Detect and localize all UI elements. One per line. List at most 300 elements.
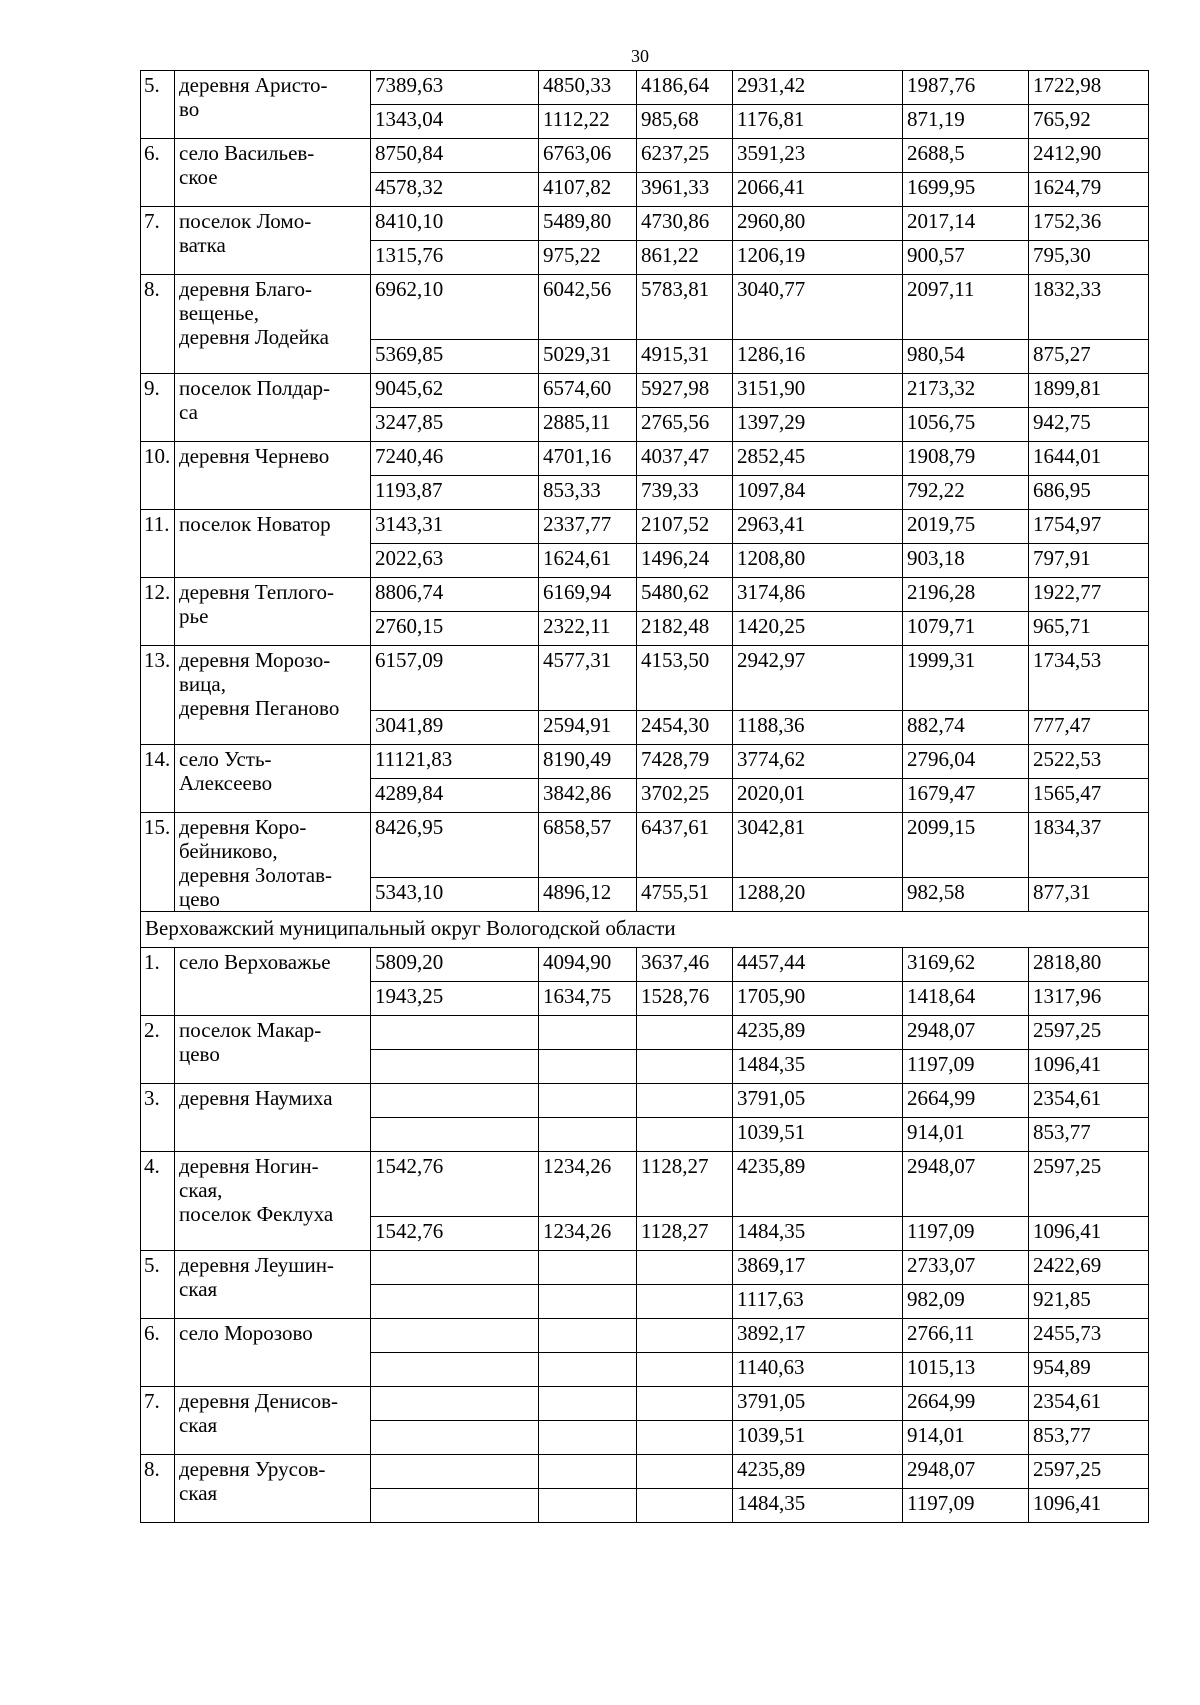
tariff-value-cell: 6437,61 <box>637 813 733 878</box>
settlement-name-line: поселок Новатор <box>179 512 331 536</box>
tariff-value-cell: 1899,81 <box>1029 374 1149 408</box>
tariff-value-cell: 2852,45 <box>733 442 903 476</box>
row-number: 5. <box>141 1251 175 1319</box>
table-row <box>141 374 1149 408</box>
tariff-value-cell: 2688,5 <box>903 139 1029 173</box>
tariff-value-cell: 921,85 <box>1029 1285 1149 1319</box>
tariff-value-cell: 3169,62 <box>903 948 1029 982</box>
tariff-value-cell: 2948,07 <box>903 1016 1029 1050</box>
tariff-value-cell <box>637 1353 733 1387</box>
tariff-value-cell: 2354,61 <box>1029 1084 1149 1118</box>
tariff-value-cell: 792,22 <box>903 476 1029 510</box>
tariff-value-cell: 1420,25 <box>733 612 903 646</box>
tariff-value-cell: 1832,33 <box>1029 275 1149 340</box>
tariff-value-cell: 8410,10 <box>371 207 539 241</box>
tariff-value-cell <box>539 1285 637 1319</box>
tariff-value-cell: 1193,87 <box>371 476 539 510</box>
tariff-value-cell: 1234,26 <box>539 1217 637 1251</box>
table-row <box>141 442 1149 476</box>
tariff-value-cell <box>539 1118 637 1152</box>
tariff-table <box>140 70 1149 1523</box>
tariff-value-cell: 2597,25 <box>1029 1016 1149 1050</box>
settlement-name-line: вещенье, <box>179 301 259 325</box>
settlement-name-line: поселок Макар- <box>179 1018 322 1042</box>
tariff-value-cell: 3842,86 <box>539 779 637 813</box>
tariff-value-cell: 914,01 <box>903 1421 1029 1455</box>
tariff-value-cell: 7389,63 <box>371 71 539 105</box>
tariff-value-cell: 2066,41 <box>733 173 903 207</box>
tariff-value-cell <box>371 1016 539 1050</box>
settlement-name-line: поселок Ломо- <box>179 209 312 233</box>
tariff-value-cell: 3174,86 <box>733 578 903 612</box>
tariff-value-cell: 739,33 <box>637 476 733 510</box>
tariff-value-cell <box>539 1050 637 1084</box>
tariff-value-cell: 1734,53 <box>1029 646 1149 711</box>
tariff-value-cell: 797,91 <box>1029 544 1149 578</box>
tariff-value-cell: 1056,75 <box>903 408 1029 442</box>
tariff-value-cell: 1079,71 <box>903 612 1029 646</box>
settlement-name-line: ская <box>179 1481 218 1505</box>
tariff-value-cell: 1039,51 <box>733 1421 903 1455</box>
tariff-value-cell <box>539 1084 637 1118</box>
tariff-value-cell: 985,68 <box>637 105 733 139</box>
tariff-value-cell: 4235,89 <box>733 1455 903 1489</box>
tariff-value-cell: 1699,95 <box>903 173 1029 207</box>
tariff-value-cell: 1197,09 <box>903 1050 1029 1084</box>
settlement-name-line: деревня Благо- <box>179 277 313 301</box>
row-number: 2. <box>141 1016 175 1084</box>
settlement-name-line: ская <box>179 1277 218 1301</box>
tariff-value-cell: 2885,11 <box>539 408 637 442</box>
tariff-value-cell: 2963,41 <box>733 510 903 544</box>
tariff-value-cell: 1484,35 <box>733 1050 903 1084</box>
tariff-value-cell: 900,57 <box>903 241 1029 275</box>
tariff-value-cell: 5029,31 <box>539 340 637 374</box>
tariff-value-cell: 1343,04 <box>371 105 539 139</box>
settlement-name-line: рье <box>179 604 209 628</box>
tariff-value-cell: 4755,51 <box>637 878 733 912</box>
tariff-value-cell <box>371 1319 539 1353</box>
tariff-value-cell: 4578,32 <box>371 173 539 207</box>
settlement-name-line: во <box>179 97 200 121</box>
tariff-value-cell: 3151,90 <box>733 374 903 408</box>
tariff-value-cell: 1987,76 <box>903 71 1029 105</box>
tariff-value-cell: 2322,11 <box>539 612 637 646</box>
tariff-value-cell: 9045,62 <box>371 374 539 408</box>
tariff-value-cell: 982,09 <box>903 1285 1029 1319</box>
row-number: 8. <box>141 275 175 374</box>
tariff-value-cell: 1176,81 <box>733 105 903 139</box>
tariff-value-cell: 6858,57 <box>539 813 637 878</box>
tariff-value-cell: 1128,27 <box>637 1152 733 1217</box>
tariff-value-cell: 1999,31 <box>903 646 1029 711</box>
tariff-value-cell: 1484,35 <box>733 1489 903 1523</box>
tariff-value-cell: 5480,62 <box>637 578 733 612</box>
tariff-value-cell: 5927,98 <box>637 374 733 408</box>
tariff-value-cell: 1679,47 <box>903 779 1029 813</box>
tariff-value-cell <box>637 1285 733 1319</box>
settlement-name-line: ская, <box>179 1178 223 1202</box>
tariff-value-cell <box>371 1285 539 1319</box>
tariff-value-cell: 2664,99 <box>903 1387 1029 1421</box>
tariff-value-cell: 6763,06 <box>539 139 637 173</box>
tariff-value-cell: 1542,76 <box>371 1217 539 1251</box>
tariff-value-cell: 7240,46 <box>371 442 539 476</box>
tariff-value-cell: 1096,41 <box>1029 1217 1149 1251</box>
tariff-value-cell: 954,89 <box>1029 1353 1149 1387</box>
tariff-value-cell: 1112,22 <box>539 105 637 139</box>
tariff-value-cell: 8426,95 <box>371 813 539 878</box>
settlement-name <box>175 1084 371 1152</box>
tariff-value-cell <box>539 1016 637 1050</box>
row-number: 8. <box>141 1455 175 1523</box>
settlement-name-line: деревня Леушин- <box>179 1253 334 1277</box>
tariff-value-cell: 6157,09 <box>371 646 539 711</box>
tariff-value-cell: 1754,97 <box>1029 510 1149 544</box>
settlement-name-line: село Усть- <box>179 747 272 771</box>
tariff-value-cell: 2594,91 <box>539 711 637 745</box>
tariff-value-cell: 1096,41 <box>1029 1050 1149 1084</box>
tariff-value-cell: 2522,53 <box>1029 745 1149 779</box>
tariff-value-cell: 4037,47 <box>637 442 733 476</box>
tariff-value-cell <box>637 1118 733 1152</box>
tariff-value-cell: 2931,42 <box>733 71 903 105</box>
tariff-value-cell: 2354,61 <box>1029 1387 1149 1421</box>
tariff-value-cell <box>637 1387 733 1421</box>
tariff-value-cell: 1117,63 <box>733 1285 903 1319</box>
table-row <box>141 1084 1149 1118</box>
tariff-value-cell <box>637 1489 733 1523</box>
table-row <box>141 745 1149 779</box>
tariff-value-cell <box>539 1353 637 1387</box>
tariff-value-cell: 5343,10 <box>371 878 539 912</box>
settlement-name-line: деревня Чернево <box>179 444 330 468</box>
tariff-value-cell: 875,27 <box>1029 340 1149 374</box>
tariff-value-cell: 11121,83 <box>371 745 539 779</box>
tariff-value-cell <box>371 1050 539 1084</box>
tariff-value-cell: 1288,20 <box>733 878 903 912</box>
tariff-value-cell: 1397,29 <box>733 408 903 442</box>
settlement-name <box>175 207 371 275</box>
tariff-value-cell: 5489,80 <box>539 207 637 241</box>
settlement-name-line: ское <box>179 165 218 189</box>
settlement-name-line: ская <box>179 1413 218 1437</box>
settlement-name-line: Алексеево <box>179 771 273 795</box>
row-number: 15. <box>141 813 175 912</box>
tariff-value-cell: 2733,07 <box>903 1251 1029 1285</box>
tariff-table-body <box>141 71 1149 1523</box>
tariff-value-cell: 2337,77 <box>539 510 637 544</box>
tariff-value-cell: 2412,90 <box>1029 139 1149 173</box>
settlement-name-line: бейниково, <box>179 839 278 863</box>
tariff-value-cell: 871,19 <box>903 105 1029 139</box>
tariff-value-cell: 3869,17 <box>733 1251 903 1285</box>
tariff-value-cell: 965,71 <box>1029 612 1149 646</box>
tariff-value-cell: 3041,89 <box>371 711 539 745</box>
tariff-value-cell: 2948,07 <box>903 1152 1029 1217</box>
tariff-value-cell: 4235,89 <box>733 1152 903 1217</box>
settlement-name-line: деревня Пеганово <box>179 696 340 720</box>
row-number: 4. <box>141 1152 175 1251</box>
tariff-value-cell: 2765,56 <box>637 408 733 442</box>
table-row <box>141 1319 1149 1353</box>
row-number: 5. <box>141 71 175 139</box>
settlement-name <box>175 442 371 510</box>
tariff-value-cell <box>371 1353 539 1387</box>
settlement-name <box>175 374 371 442</box>
settlement-name <box>175 139 371 207</box>
tariff-value-cell: 1565,47 <box>1029 779 1149 813</box>
tariff-value-cell: 1039,51 <box>733 1118 903 1152</box>
tariff-value-cell: 2019,75 <box>903 510 1029 544</box>
tariff-value-cell: 8190,49 <box>539 745 637 779</box>
tariff-value-cell: 1128,27 <box>637 1217 733 1251</box>
tariff-value-cell: 2173,32 <box>903 374 1029 408</box>
tariff-value-cell: 980,54 <box>903 340 1029 374</box>
tariff-value-cell: 2020,01 <box>733 779 903 813</box>
tariff-value-cell: 7428,79 <box>637 745 733 779</box>
settlement-name-line: деревня Коро- <box>179 815 307 839</box>
tariff-value-cell <box>637 1319 733 1353</box>
tariff-value-cell: 1634,75 <box>539 982 637 1016</box>
tariff-value-cell: 5809,20 <box>371 948 539 982</box>
settlement-name <box>175 745 371 813</box>
tariff-value-cell: 975,22 <box>539 241 637 275</box>
tariff-value-cell: 877,31 <box>1029 878 1149 912</box>
settlement-name <box>175 1251 371 1319</box>
settlement-name <box>175 646 371 745</box>
tariff-value-cell: 3774,62 <box>733 745 903 779</box>
settlement-name-line: деревня Морозо- <box>179 648 331 672</box>
tariff-value-cell: 1834,37 <box>1029 813 1149 878</box>
tariff-value-cell <box>637 1455 733 1489</box>
tariff-value-cell: 2818,80 <box>1029 948 1149 982</box>
settlement-name-line: поселок Феклуха <box>179 1202 334 1226</box>
tariff-value-cell: 795,30 <box>1029 241 1149 275</box>
tariff-value-cell: 2099,15 <box>903 813 1029 878</box>
settlement-name-line: цево <box>179 1042 220 1066</box>
tariff-value-cell: 1496,24 <box>637 544 733 578</box>
tariff-value-cell: 6574,60 <box>539 374 637 408</box>
tariff-value-cell: 2196,28 <box>903 578 1029 612</box>
settlement-name-line: деревня Денисов- <box>179 1389 338 1413</box>
tariff-value-cell <box>637 1251 733 1285</box>
tariff-value-cell: 2017,14 <box>903 207 1029 241</box>
tariff-value-cell <box>371 1084 539 1118</box>
tariff-value-cell: 942,75 <box>1029 408 1149 442</box>
tariff-value-cell: 3892,17 <box>733 1319 903 1353</box>
tariff-value-cell: 1943,25 <box>371 982 539 1016</box>
settlement-name-line: деревня Наумиха <box>179 1086 333 1110</box>
settlement-name-line: поселок Полдар- <box>179 376 330 400</box>
tariff-value-cell: 4107,82 <box>539 173 637 207</box>
tariff-value-cell: 2022,63 <box>371 544 539 578</box>
tariff-value-cell <box>371 1489 539 1523</box>
tariff-value-cell: 4915,31 <box>637 340 733 374</box>
tariff-value-cell <box>371 1455 539 1489</box>
table-row <box>141 510 1149 544</box>
tariff-value-cell: 2760,15 <box>371 612 539 646</box>
tariff-value-cell: 4289,84 <box>371 779 539 813</box>
tariff-value-cell: 1317,96 <box>1029 982 1149 1016</box>
tariff-value-cell: 853,77 <box>1029 1421 1149 1455</box>
tariff-value-cell: 1922,77 <box>1029 578 1149 612</box>
tariff-value-cell: 2455,73 <box>1029 1319 1149 1353</box>
tariff-value-cell <box>539 1455 637 1489</box>
tariff-value-cell <box>371 1118 539 1152</box>
tariff-value-cell: 2097,11 <box>903 275 1029 340</box>
tariff-value-cell: 853,77 <box>1029 1118 1149 1152</box>
tariff-value-cell: 8806,74 <box>371 578 539 612</box>
tariff-value-cell: 1097,84 <box>733 476 903 510</box>
tariff-value-cell: 6237,25 <box>637 139 733 173</box>
table-row <box>141 1016 1149 1050</box>
section-row <box>141 912 1149 948</box>
tariff-value-cell: 1418,64 <box>903 982 1029 1016</box>
tariff-value-cell: 4730,86 <box>637 207 733 241</box>
settlement-name <box>175 1152 371 1251</box>
tariff-value-cell: 1722,98 <box>1029 71 1149 105</box>
settlement-name <box>175 813 371 912</box>
tariff-value-cell: 903,18 <box>903 544 1029 578</box>
table-row <box>141 948 1149 982</box>
tariff-value-cell: 3040,77 <box>733 275 903 340</box>
table-row <box>141 139 1149 173</box>
tariff-value-cell: 4153,50 <box>637 646 733 711</box>
tariff-value-cell: 1705,90 <box>733 982 903 1016</box>
row-number: 13. <box>141 646 175 745</box>
tariff-value-cell: 2107,52 <box>637 510 733 544</box>
tariff-value-cell: 4850,33 <box>539 71 637 105</box>
tariff-value-cell <box>637 1016 733 1050</box>
tariff-value-cell: 1528,76 <box>637 982 733 1016</box>
settlement-name-line: деревня Лодейка <box>179 325 329 349</box>
table-row <box>141 1251 1149 1285</box>
tariff-value-cell: 1542,76 <box>371 1152 539 1217</box>
tariff-value-cell: 1908,79 <box>903 442 1029 476</box>
tariff-value-cell: 982,58 <box>903 878 1029 912</box>
row-number: 7. <box>141 207 175 275</box>
tariff-value-cell: 2454,30 <box>637 711 733 745</box>
settlement-name-line: деревня Теплого- <box>179 580 335 604</box>
tariff-value-cell <box>539 1387 637 1421</box>
tariff-value-cell: 1644,01 <box>1029 442 1149 476</box>
settlement-name-line: село Верховажье <box>179 950 331 974</box>
settlement-name <box>175 1016 371 1084</box>
tariff-value-cell: 2948,07 <box>903 1455 1029 1489</box>
tariff-value-cell: 2942,97 <box>733 646 903 711</box>
row-number: 10. <box>141 442 175 510</box>
row-number: 14. <box>141 745 175 813</box>
settlement-name-line: са <box>179 400 198 424</box>
tariff-value-cell: 3791,05 <box>733 1084 903 1118</box>
tariff-value-cell <box>539 1421 637 1455</box>
tariff-value-cell <box>371 1387 539 1421</box>
table-row <box>141 578 1149 612</box>
settlement-name <box>175 1387 371 1455</box>
settlement-name <box>175 275 371 374</box>
tariff-value-cell: 3247,85 <box>371 408 539 442</box>
settlement-name-line: вица, <box>179 672 226 696</box>
tariff-value-cell: 861,22 <box>637 241 733 275</box>
row-number: 7. <box>141 1387 175 1455</box>
settlement-name <box>175 1319 371 1387</box>
section-title: Верховажский муниципальный округ Вологодской области <box>141 912 1149 948</box>
tariff-value-cell: 3702,25 <box>637 779 733 813</box>
table-row <box>141 646 1149 711</box>
row-number: 6. <box>141 1319 175 1387</box>
tariff-value-cell: 3637,46 <box>637 948 733 982</box>
tariff-value-cell: 6042,56 <box>539 275 637 340</box>
tariff-value-cell <box>539 1251 637 1285</box>
tariff-value-cell <box>637 1421 733 1455</box>
settlement-name-line: деревня Урусов- <box>179 1457 326 1481</box>
tariff-value-cell: 1286,16 <box>733 340 903 374</box>
tariff-value-cell <box>539 1319 637 1353</box>
tariff-value-cell: 5369,85 <box>371 340 539 374</box>
page-number: 30 <box>631 46 649 66</box>
settlement-name <box>175 510 371 578</box>
settlement-name-line: ватка <box>179 233 226 257</box>
row-number: 11. <box>141 510 175 578</box>
tariff-value-cell: 3961,33 <box>637 173 733 207</box>
tariff-value-cell: 4457,44 <box>733 948 903 982</box>
settlement-name <box>175 578 371 646</box>
row-number: 6. <box>141 139 175 207</box>
table-row <box>141 275 1149 340</box>
tariff-value-cell: 1188,36 <box>733 711 903 745</box>
tariff-value-cell: 2664,99 <box>903 1084 1029 1118</box>
tariff-value-cell <box>637 1050 733 1084</box>
tariff-value-cell: 1197,09 <box>903 1217 1029 1251</box>
tariff-value-cell: 3591,23 <box>733 139 903 173</box>
tariff-value-cell: 777,47 <box>1029 711 1149 745</box>
tariff-value-cell: 2182,48 <box>637 612 733 646</box>
tariff-value-cell: 686,95 <box>1029 476 1149 510</box>
tariff-value-cell: 4701,16 <box>539 442 637 476</box>
tariff-value-cell: 2796,04 <box>903 745 1029 779</box>
tariff-value-cell <box>637 1084 733 1118</box>
table-row <box>141 207 1149 241</box>
tariff-value-cell: 1484,35 <box>733 1217 903 1251</box>
settlement-name-line: село Морозово <box>179 1321 313 1345</box>
settlement-name <box>175 1455 371 1523</box>
tariff-value-cell: 5783,81 <box>637 275 733 340</box>
tariff-value-cell: 4186,64 <box>637 71 733 105</box>
tariff-value-cell: 4577,31 <box>539 646 637 711</box>
tariff-value-cell: 1197,09 <box>903 1489 1029 1523</box>
settlement-name <box>175 948 371 1016</box>
tariff-value-cell <box>539 1489 637 1523</box>
tariff-value-cell <box>371 1251 539 1285</box>
tariff-value-cell: 2960,80 <box>733 207 903 241</box>
table-row <box>141 71 1149 105</box>
table-row <box>141 1455 1149 1489</box>
tariff-value-cell: 4094,90 <box>539 948 637 982</box>
settlement-name-line: цево <box>179 887 220 911</box>
tariff-value-cell: 2597,25 <box>1029 1152 1149 1217</box>
row-number: 3. <box>141 1084 175 1152</box>
tariff-value-cell: 8750,84 <box>371 139 539 173</box>
tariff-value-cell: 2766,11 <box>903 1319 1029 1353</box>
settlement-name-line: деревня Ногин- <box>179 1154 319 1178</box>
row-number: 1. <box>141 948 175 1016</box>
tariff-value-cell: 2597,25 <box>1029 1455 1149 1489</box>
table-row <box>141 1387 1149 1421</box>
tariff-value-cell: 3791,05 <box>733 1387 903 1421</box>
tariff-value-cell: 4896,12 <box>539 878 637 912</box>
tariff-value-cell: 3143,31 <box>371 510 539 544</box>
